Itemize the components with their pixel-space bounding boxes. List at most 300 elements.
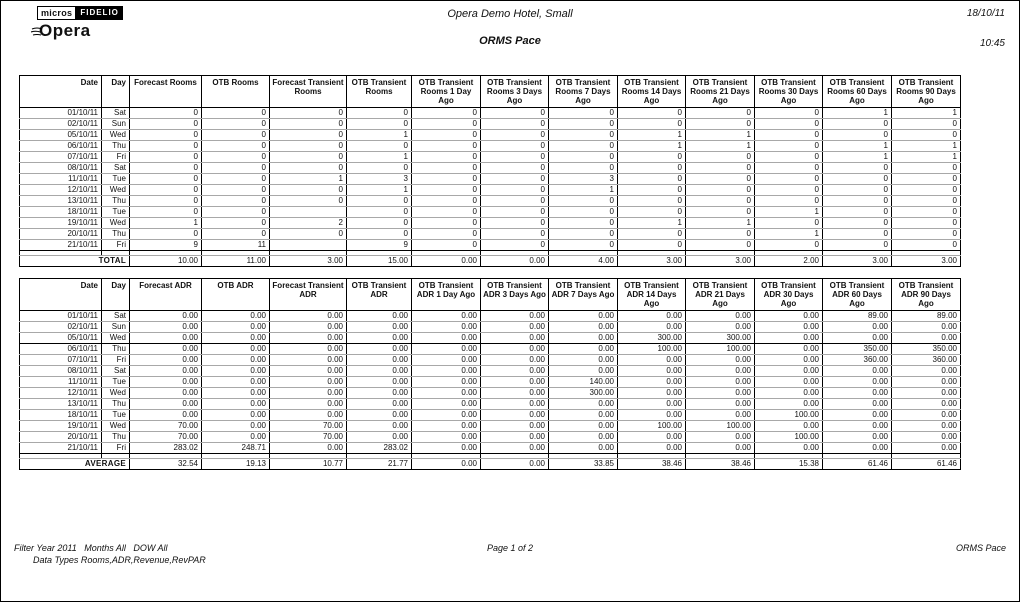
value-cell: 0.00: [823, 421, 892, 432]
value-cell: 0.00: [549, 410, 618, 421]
value-cell: 350.00: [892, 344, 961, 355]
value-cell: 0: [481, 152, 549, 163]
value-cell: 100.00: [618, 421, 686, 432]
value-cell: 0.00: [412, 344, 481, 355]
value-cell: 0: [412, 141, 481, 152]
value-cell: 0: [481, 108, 549, 119]
value-cell: 0: [202, 207, 270, 218]
value-cell: 1: [823, 141, 892, 152]
day-cell: Wed: [102, 333, 130, 344]
value-cell: 360.00: [892, 355, 961, 366]
summary-value-cell: 10.77: [270, 459, 347, 470]
value-cell: 0.00: [892, 322, 961, 333]
value-cell: 0.00: [270, 311, 347, 322]
value-cell: 11: [202, 240, 270, 251]
summary-value-cell: 15.38: [755, 459, 823, 470]
value-cell: 1: [347, 185, 412, 196]
value-cell: 0: [549, 141, 618, 152]
value-cell: 0.00: [755, 377, 823, 388]
value-cell: 0.00: [823, 333, 892, 344]
summary-value-cell: 0.00: [412, 256, 481, 267]
value-cell: 0: [481, 240, 549, 251]
value-cell: 0.00: [618, 443, 686, 454]
report-title: ORMS Pace: [479, 35, 541, 47]
value-cell: 3: [549, 174, 618, 185]
column-header: OTB Transient ADR 3 Days Ago: [481, 279, 549, 311]
value-cell: 0.00: [270, 344, 347, 355]
value-cell: 1: [270, 174, 347, 185]
value-cell: 0: [823, 196, 892, 207]
header-row: [20, 279, 961, 311]
column-header: OTB Transient Rooms 3 Days Ago: [481, 76, 549, 108]
value-cell: 0.00: [823, 399, 892, 410]
footer-report-name: ORMS Pace: [955, 543, 1006, 553]
value-cell: 0.00: [481, 311, 549, 322]
value-cell: 0: [618, 185, 686, 196]
value-cell: 0: [755, 141, 823, 152]
value-cell: 0.00: [549, 344, 618, 355]
value-cell: 0.00: [202, 355, 270, 366]
date-cell: 05/10/11: [20, 333, 102, 344]
column-header: OTB Transient ADR 90 Days Ago: [892, 279, 961, 311]
value-cell: 0.00: [202, 410, 270, 421]
value-cell: 0.00: [481, 421, 549, 432]
value-cell: 0: [686, 207, 755, 218]
value-cell: 0: [202, 174, 270, 185]
value-cell: 0: [481, 141, 549, 152]
date-cell: 08/10/11: [20, 163, 102, 174]
column-header: Forecast Transient Rooms: [270, 76, 347, 108]
value-cell: 0: [755, 174, 823, 185]
value-cell: 0.00: [892, 421, 961, 432]
column-header: Date: [20, 279, 102, 311]
value-cell: 0.00: [618, 388, 686, 399]
value-cell: 0.00: [481, 322, 549, 333]
footer-datatypes-line: Data Types Rooms,ADR,Revenue,RevPAR: [33, 555, 206, 565]
value-cell: 0: [412, 130, 481, 141]
value-cell: 0: [549, 152, 618, 163]
value-cell: 0.00: [412, 399, 481, 410]
value-cell: 0: [130, 196, 202, 207]
value-cell: 0.00: [270, 410, 347, 421]
value-cell: 0: [412, 108, 481, 119]
table-row: [20, 432, 961, 443]
column-header: OTB Transient Rooms 21 Days Ago: [686, 76, 755, 108]
value-cell: [270, 240, 347, 251]
value-cell: 0: [347, 119, 412, 130]
value-cell: 0: [202, 119, 270, 130]
summary-value-cell: 61.46: [823, 459, 892, 470]
value-cell: 0.00: [481, 366, 549, 377]
day-cell: Wed: [102, 421, 130, 432]
value-cell: 0.00: [202, 377, 270, 388]
value-cell: 0.00: [481, 443, 549, 454]
value-cell: 1: [892, 141, 961, 152]
value-cell: 0: [130, 174, 202, 185]
value-cell: 1: [618, 130, 686, 141]
value-cell: 0: [130, 119, 202, 130]
value-cell: 0.00: [130, 322, 202, 333]
value-cell: 0: [347, 108, 412, 119]
value-cell: 0.00: [892, 432, 961, 443]
day-cell: Wed: [102, 218, 130, 229]
value-cell: 0: [755, 163, 823, 174]
value-cell: 0.00: [549, 443, 618, 454]
value-cell: 0: [412, 119, 481, 130]
day-cell: Fri: [102, 240, 130, 251]
value-cell: 360.00: [823, 355, 892, 366]
table-row: [20, 141, 961, 152]
value-cell: 0.00: [412, 388, 481, 399]
value-cell: 0: [481, 218, 549, 229]
value-cell: 1: [823, 152, 892, 163]
date-cell: 18/10/11: [20, 207, 102, 218]
value-cell: 1: [130, 218, 202, 229]
table-row: [20, 185, 961, 196]
value-cell: 0: [412, 163, 481, 174]
date-cell: 02/10/11: [20, 119, 102, 130]
value-cell: 0: [549, 130, 618, 141]
value-cell: 0: [481, 196, 549, 207]
value-cell: 0.00: [412, 322, 481, 333]
value-cell: 0: [755, 218, 823, 229]
value-cell: 0: [270, 108, 347, 119]
day-cell: Sat: [102, 366, 130, 377]
value-cell: 0: [686, 174, 755, 185]
table-row: [20, 119, 961, 130]
value-cell: 0.00: [412, 355, 481, 366]
value-cell: 0: [823, 240, 892, 251]
value-cell: 0.00: [892, 443, 961, 454]
value-cell: 0.00: [549, 399, 618, 410]
value-cell: 0.00: [130, 399, 202, 410]
column-header: OTB Transient Rooms 60 Days Ago: [823, 76, 892, 108]
value-cell: 0.00: [892, 333, 961, 344]
date-cell: 01/10/11: [20, 108, 102, 119]
summary-value-cell: 3.00: [618, 256, 686, 267]
value-cell: 0: [549, 240, 618, 251]
table-row: [20, 322, 961, 333]
column-header: OTB Transient Rooms 14 Days Ago: [618, 76, 686, 108]
summary-value-cell: 61.46: [892, 459, 961, 470]
value-cell: 0: [130, 152, 202, 163]
value-cell: 0: [202, 108, 270, 119]
value-cell: 0.00: [755, 344, 823, 355]
value-cell: 0: [270, 163, 347, 174]
value-cell: 0.00: [481, 355, 549, 366]
table-row: [20, 388, 961, 399]
value-cell: 0: [412, 207, 481, 218]
table-row: [20, 108, 961, 119]
value-cell: 0: [412, 240, 481, 251]
value-cell: 0: [892, 119, 961, 130]
value-cell: 0: [270, 141, 347, 152]
summary-value-cell: 10.00: [130, 256, 202, 267]
summary-value-cell: 2.00: [755, 256, 823, 267]
value-cell: 0: [755, 196, 823, 207]
value-cell: 0.00: [618, 322, 686, 333]
footer-page-indicator: Page 1 of 2: [486, 543, 534, 553]
value-cell: 0.00: [202, 388, 270, 399]
value-cell: 0: [618, 163, 686, 174]
value-cell: 0.00: [823, 322, 892, 333]
report-time: 10:45: [979, 38, 1005, 49]
value-cell: 0.00: [823, 366, 892, 377]
value-cell: 0.00: [202, 399, 270, 410]
table-row: [20, 163, 961, 174]
rooms-pace-table: [19, 75, 961, 267]
value-cell: 0: [618, 240, 686, 251]
value-cell: 0.00: [755, 333, 823, 344]
value-cell: 0: [130, 185, 202, 196]
value-cell: 0.00: [130, 410, 202, 421]
value-cell: 0: [412, 174, 481, 185]
table-row: [20, 344, 961, 355]
summary-value-cell: 11.00: [202, 256, 270, 267]
value-cell: 350.00: [823, 344, 892, 355]
column-header: Forecast ADR: [130, 279, 202, 311]
value-cell: 2: [270, 218, 347, 229]
value-cell: 1: [686, 130, 755, 141]
value-cell: 1: [755, 229, 823, 240]
value-cell: 0.00: [618, 377, 686, 388]
value-cell: 0.00: [347, 421, 412, 432]
value-cell: 0.00: [412, 311, 481, 322]
value-cell: 0.00: [686, 311, 755, 322]
day-cell: Tue: [102, 377, 130, 388]
summary-value-cell: 3.00: [892, 256, 961, 267]
header-row: [20, 76, 961, 108]
value-cell: 0: [686, 152, 755, 163]
day-cell: Fri: [102, 355, 130, 366]
value-cell: 0.00: [755, 366, 823, 377]
value-cell: 0: [823, 229, 892, 240]
value-cell: 248.71: [202, 443, 270, 454]
value-cell: 0: [481, 207, 549, 218]
value-cell: 0.00: [686, 443, 755, 454]
report-date: 18/10/11: [966, 8, 1005, 19]
table-row: [20, 196, 961, 207]
day-cell: Thu: [102, 344, 130, 355]
value-cell: 0.00: [130, 311, 202, 322]
adr-pace-table: [19, 278, 961, 470]
value-cell: 0.00: [823, 377, 892, 388]
column-header: OTB Transient ADR: [347, 279, 412, 311]
value-cell: 89.00: [823, 311, 892, 322]
value-cell: 0: [823, 163, 892, 174]
value-cell: 0: [823, 218, 892, 229]
value-cell: 0.00: [892, 388, 961, 399]
column-header: OTB Transient ADR 30 Days Ago: [755, 279, 823, 311]
column-header: OTB Transient Rooms 30 Days Ago: [755, 76, 823, 108]
column-header: Forecast Rooms: [130, 76, 202, 108]
value-cell: 283.02: [130, 443, 202, 454]
summary-value-cell: 3.00: [823, 256, 892, 267]
value-cell: 140.00: [549, 377, 618, 388]
value-cell: 0: [618, 229, 686, 240]
value-cell: 0: [686, 185, 755, 196]
value-cell: 300.00: [618, 333, 686, 344]
value-cell: 0: [686, 163, 755, 174]
day-cell: Fri: [102, 443, 130, 454]
value-cell: 0.00: [481, 432, 549, 443]
column-header: OTB Transient Rooms 90 Days Ago: [892, 76, 961, 108]
summary-value-cell: 0.00: [481, 256, 549, 267]
table-row: [20, 174, 961, 185]
value-cell: 0.00: [686, 432, 755, 443]
date-cell: 20/10/11: [20, 229, 102, 240]
column-header: Day: [102, 279, 130, 311]
table-row: [20, 311, 961, 322]
value-cell: 0: [618, 207, 686, 218]
value-cell: 0: [202, 196, 270, 207]
fidelio-logo-text: FIDELIO: [76, 6, 123, 20]
column-header: OTB ADR: [202, 279, 270, 311]
adr-pace-section: [19, 278, 961, 470]
value-cell: 0: [618, 119, 686, 130]
column-header: Forecast Transient ADR: [270, 279, 347, 311]
date-cell: 05/10/11: [20, 130, 102, 141]
value-cell: 0: [130, 141, 202, 152]
value-cell: 0: [892, 174, 961, 185]
value-cell: 0.00: [347, 388, 412, 399]
date-cell: 02/10/11: [20, 322, 102, 333]
value-cell: 0.00: [412, 377, 481, 388]
date-cell: 08/10/11: [20, 366, 102, 377]
value-cell: 0.00: [347, 311, 412, 322]
value-cell: 0.00: [481, 388, 549, 399]
date-cell: 18/10/11: [20, 410, 102, 421]
value-cell: 100.00: [755, 432, 823, 443]
table-row: [20, 377, 961, 388]
value-cell: 1: [686, 218, 755, 229]
table-row: [20, 410, 961, 421]
value-cell: 0.00: [892, 410, 961, 421]
value-cell: 0: [755, 130, 823, 141]
value-cell: 0.00: [549, 366, 618, 377]
value-cell: 0.00: [686, 366, 755, 377]
table-row: [20, 399, 961, 410]
value-cell: 70.00: [130, 432, 202, 443]
value-cell: 1: [618, 141, 686, 152]
value-cell: 0: [892, 240, 961, 251]
value-cell: 0.00: [755, 443, 823, 454]
value-cell: 0: [270, 119, 347, 130]
day-cell: Sun: [102, 119, 130, 130]
value-cell: 70.00: [270, 432, 347, 443]
value-cell: 100.00: [686, 421, 755, 432]
value-cell: 0: [549, 218, 618, 229]
value-cell: 0: [686, 108, 755, 119]
summary-value-cell: 4.00: [549, 256, 618, 267]
value-cell: 0: [686, 196, 755, 207]
table-row: [20, 152, 961, 163]
value-cell: 0.00: [755, 311, 823, 322]
value-cell: 0.00: [823, 388, 892, 399]
value-cell: 300.00: [549, 388, 618, 399]
column-header: OTB Transient ADR 21 Days Ago: [686, 279, 755, 311]
value-cell: 0: [202, 152, 270, 163]
value-cell: 0.00: [270, 399, 347, 410]
value-cell: 0.00: [755, 388, 823, 399]
value-cell: 0.00: [412, 333, 481, 344]
column-header: OTB Transient ADR 60 Days Ago: [823, 279, 892, 311]
date-cell: 01/10/11: [20, 311, 102, 322]
table-row: [20, 130, 961, 141]
value-cell: 1: [892, 152, 961, 163]
value-cell: 1: [347, 152, 412, 163]
value-cell: 0.00: [549, 355, 618, 366]
summary-value-cell: 33.85: [549, 459, 618, 470]
value-cell: 0.00: [130, 366, 202, 377]
day-cell: Wed: [102, 185, 130, 196]
value-cell: 0: [892, 185, 961, 196]
value-cell: 0.00: [270, 366, 347, 377]
value-cell: 0: [270, 152, 347, 163]
value-cell: 0: [549, 163, 618, 174]
value-cell: 0.00: [618, 410, 686, 421]
value-cell: 0.00: [202, 421, 270, 432]
table-row: [20, 218, 961, 229]
value-cell: 0.00: [892, 377, 961, 388]
value-cell: 0.00: [686, 355, 755, 366]
day-cell: Thu: [102, 229, 130, 240]
value-cell: 0.00: [202, 333, 270, 344]
value-cell: 0.00: [270, 388, 347, 399]
value-cell: 0.00: [755, 322, 823, 333]
value-cell: 0: [686, 119, 755, 130]
value-cell: 0: [130, 163, 202, 174]
value-cell: 0: [270, 229, 347, 240]
value-cell: 9: [130, 240, 202, 251]
micros-logo-text: micros: [37, 6, 76, 20]
value-cell: 0: [481, 163, 549, 174]
rooms-pace-section: [19, 75, 961, 267]
value-cell: 0: [618, 196, 686, 207]
value-cell: 0: [270, 185, 347, 196]
value-cell: 0: [549, 207, 618, 218]
value-cell: 0: [270, 130, 347, 141]
value-cell: 0: [686, 240, 755, 251]
date-cell: 06/10/11: [20, 141, 102, 152]
column-header: Date: [20, 76, 102, 108]
value-cell: 0: [202, 163, 270, 174]
value-cell: 0: [412, 152, 481, 163]
value-cell: 0: [347, 207, 412, 218]
value-cell: 0: [130, 108, 202, 119]
value-cell: 0.00: [347, 366, 412, 377]
column-header: OTB Transient Rooms 1 Day Ago: [412, 76, 481, 108]
date-cell: 06/10/11: [20, 344, 102, 355]
day-cell: Thu: [102, 141, 130, 152]
value-cell: 0: [347, 163, 412, 174]
value-cell: 0.00: [270, 377, 347, 388]
date-cell: 07/10/11: [20, 152, 102, 163]
value-cell: 0.00: [823, 443, 892, 454]
value-cell: 9: [347, 240, 412, 251]
summary-label: AVERAGE: [20, 459, 130, 470]
value-cell: 0.00: [618, 432, 686, 443]
value-cell: 0: [823, 130, 892, 141]
value-cell: 0: [412, 218, 481, 229]
date-cell: 12/10/11: [20, 388, 102, 399]
value-cell: 283.02: [347, 443, 412, 454]
table-row: [20, 229, 961, 240]
column-header: OTB Rooms: [202, 76, 270, 108]
value-cell: 0.00: [130, 333, 202, 344]
value-cell: 0.00: [270, 322, 347, 333]
value-cell: 0: [347, 141, 412, 152]
